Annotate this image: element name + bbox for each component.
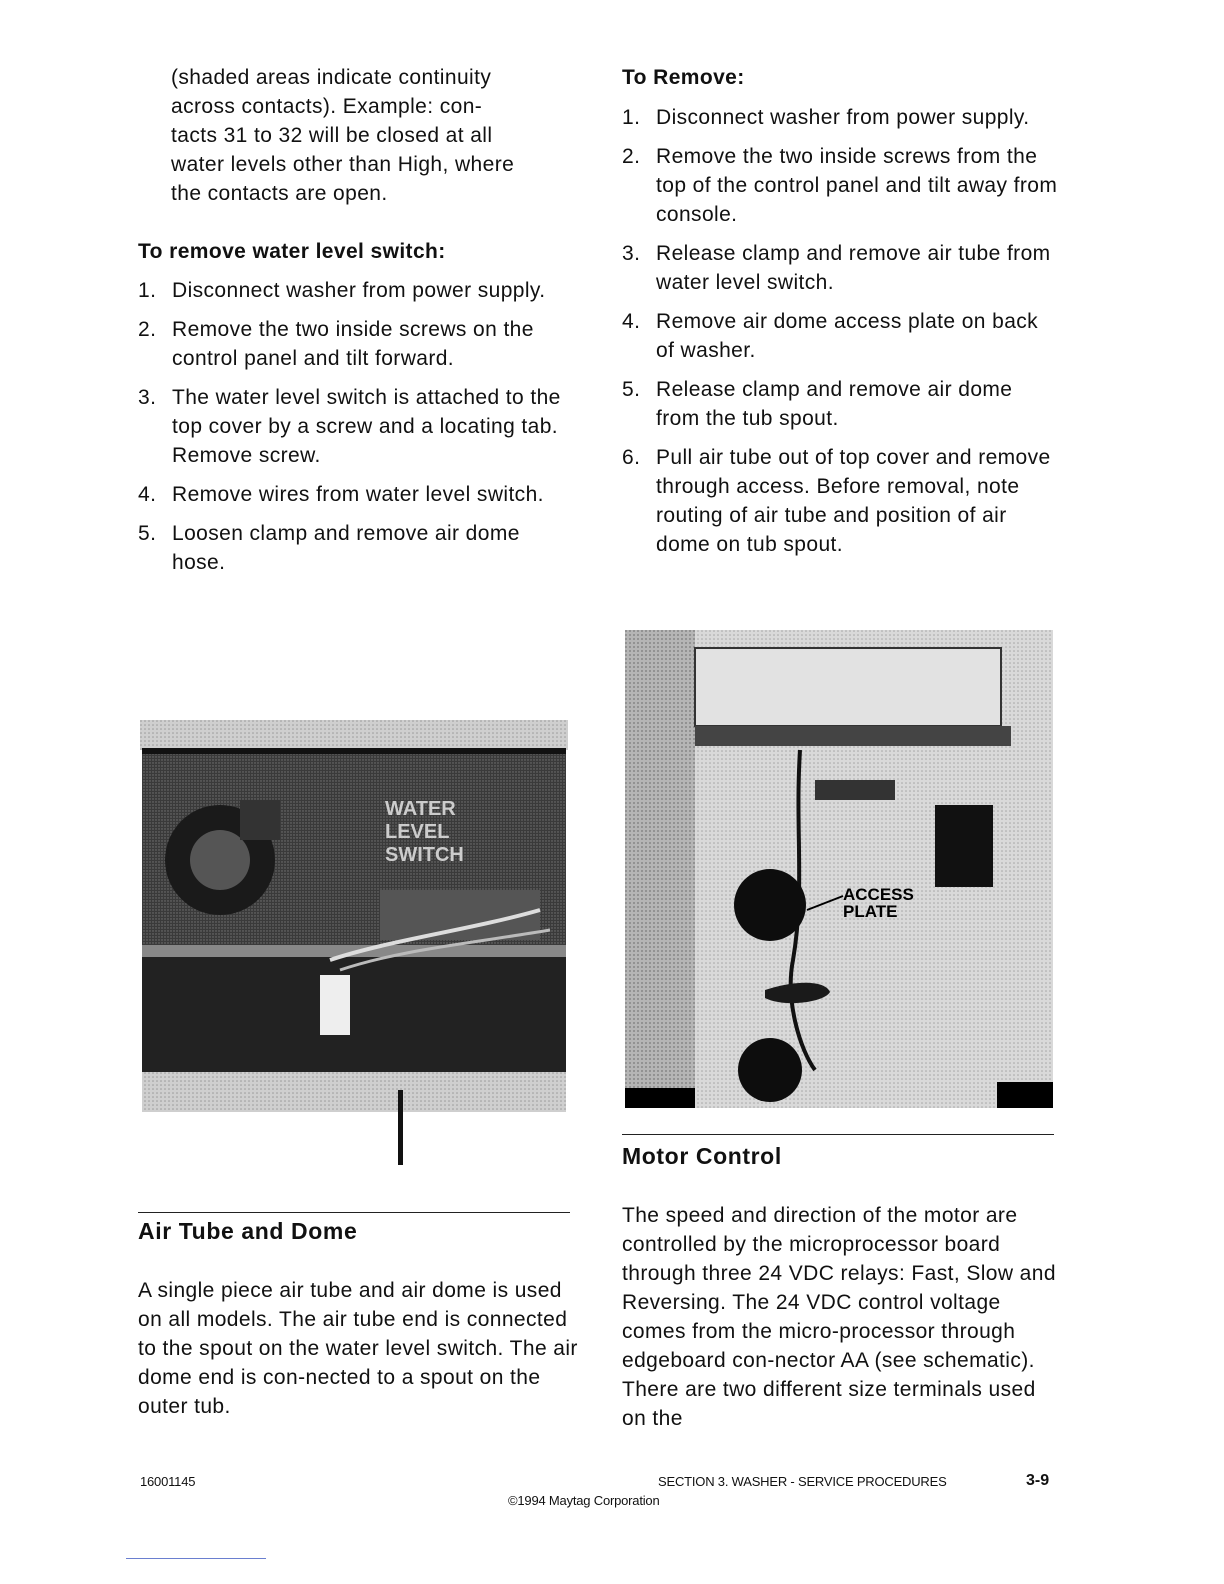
intro-line: the contacts are open. — [171, 182, 388, 205]
photo-label-line: WATER — [385, 798, 456, 820]
bottom-rule — [126, 1558, 266, 1559]
step-number: 2. — [622, 145, 641, 168]
section-divider — [622, 1134, 1054, 1135]
photo-label-line: SWITCH — [385, 844, 464, 866]
step-number: 3. — [138, 386, 157, 409]
list-item — [622, 103, 1062, 132]
right-column — [622, 63, 1062, 569]
list-item — [138, 315, 578, 373]
list-item — [138, 276, 578, 305]
step-text: Loosen clamp and remove air dome hose. — [172, 522, 520, 574]
section-title: Motor Control — [622, 1143, 782, 1169]
access-plate-photo — [625, 630, 1053, 1108]
intro-line: across contacts). Example: con- — [171, 95, 483, 118]
step-text: The water level switch is attached to the top cover by a screw and a locating tab. Remove screw. — [172, 386, 561, 467]
section-title: Air Tube and Dome — [138, 1218, 358, 1244]
step-text: Remove the two inside screws on the control panel and tilt forward. — [172, 318, 534, 370]
section-text: A single piece air tube and air dome is used on all models. The air tube end is connected to the spout on the water level switch. The air dome end is con-nected to a spout on the outer tub. — [138, 1279, 578, 1418]
motor-control-section — [622, 1142, 1062, 1433]
list-item — [622, 239, 1062, 297]
step-text: Disconnect washer from power supply. — [656, 106, 1030, 129]
left-column — [138, 63, 578, 587]
step-text: Release clamp and remove air dome from the tub spout. — [656, 378, 1013, 430]
intro-paragraph — [138, 63, 578, 208]
intro-line: water levels other than High, where — [171, 153, 515, 176]
list-item — [622, 142, 1062, 229]
step-number: 1. — [622, 106, 641, 129]
step-text: Remove air dome access plate on back of washer. — [656, 310, 1039, 362]
step-text: Pull air tube out of top cover and remove through access. Before removal, note routing of air tube and position of air dome on tub spout. — [656, 446, 1051, 556]
remove-heading: To Remove: — [622, 66, 745, 89]
intro-line: (shaded areas indicate continuity — [171, 66, 492, 89]
step-number: 1. — [138, 279, 157, 302]
remove-switch-heading: To remove water level switch: — [138, 240, 446, 263]
section-divider — [138, 1212, 570, 1213]
step-number: 4. — [622, 310, 641, 333]
list-item — [138, 383, 578, 470]
intro-line: tacts 31 to 32 will be closed at all — [171, 124, 493, 147]
step-text: Remove the two inside screws from the top of the control panel and tilt away from console. — [656, 145, 1058, 226]
air-tube-section — [138, 1217, 578, 1421]
step-number: 5. — [622, 378, 641, 401]
page-number: 3-9 — [1026, 1472, 1050, 1489]
list-item — [622, 307, 1062, 365]
photo-label-line: LEVEL — [385, 821, 450, 843]
step-number: 5. — [138, 522, 157, 545]
step-text: Remove wires from water level switch. — [172, 483, 544, 506]
list-item — [622, 443, 1062, 559]
list-item — [622, 375, 1062, 433]
doc-number: 16001145 — [140, 1474, 196, 1489]
step-text: Disconnect washer from power supply. — [172, 279, 546, 302]
water-level-switch-photo — [140, 720, 570, 1165]
photo-label-line: ACCESS — [843, 885, 914, 904]
list-item — [138, 519, 578, 577]
section-label: SECTION 3. WASHER - SERVICE PROCEDURES — [658, 1474, 947, 1489]
copyright: ©1994 Maytag Corporation — [508, 1493, 660, 1508]
photo-label-line: PLATE — [843, 902, 898, 921]
step-number: 3. — [622, 242, 641, 265]
list-item — [138, 480, 578, 509]
step-number: 2. — [138, 318, 157, 341]
section-text: The speed and direction of the motor are controlled by the microprocessor board through three 24 VDC relays: Fast, Slow and Reversing. The 24 VDC control voltage comes from the micro-processor through edgeboard con-nector AA (see schematic). There are two different size terminals used on the — [622, 1204, 1056, 1430]
remove-steps — [622, 103, 1062, 559]
step-number: 4. — [138, 483, 157, 506]
remove-switch-steps — [138, 276, 578, 577]
step-text: Release clamp and remove air tube from water level switch. — [656, 242, 1051, 294]
step-number: 6. — [622, 446, 641, 469]
